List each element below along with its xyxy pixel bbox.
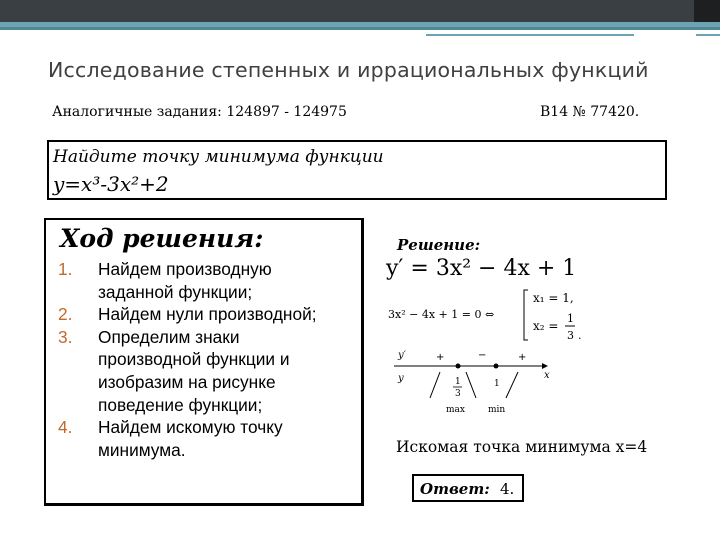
decrease-arrow [466, 372, 476, 398]
answer-box [412, 474, 524, 502]
top-banner [0, 0, 720, 22]
increase-arrow-1 [430, 372, 440, 398]
increase-arrow-2 [506, 372, 518, 398]
task-number: B14 № 77420. [540, 104, 640, 120]
list-item-text: Найдем искомую точку [98, 417, 283, 438]
accent-bar-shadow [0, 27, 720, 30]
x-label: x [544, 370, 550, 381]
list-item-text: Определим знаки [98, 326, 240, 347]
steps-title: Ход решения: [60, 224, 264, 253]
critical-point-1 [456, 364, 461, 369]
derivative-formula: y′ = 3x² − 4x + 1 [386, 256, 577, 281]
list-item-text: производной функции и [98, 349, 290, 370]
solution-label: Решение: [397, 236, 481, 254]
svg-text:.: . [578, 329, 582, 342]
root-1: x₁ = 1, [533, 291, 574, 305]
list-item-text: Найдем нули производной; [98, 304, 317, 325]
y-label: y [398, 373, 404, 384]
critical-point-2 [494, 364, 499, 369]
list-item-text: заданной функции; [98, 281, 253, 302]
root-2-denominator: 3 [567, 329, 574, 342]
task-box [47, 140, 667, 200]
list-item [52, 303, 358, 326]
slide-title: Исследование степенных и иррациональных функций [48, 58, 649, 82]
yprime-label: y′ [398, 350, 406, 361]
top-banner-dark [0, 0, 720, 22]
top-banner-corner [694, 0, 720, 22]
list-item [52, 416, 358, 461]
task-text: Найдите точку минимума функции [53, 147, 384, 167]
solution-steps-box [44, 218, 364, 506]
point-1-denominator: 3 [455, 389, 461, 399]
root-2-numerator: 1 [567, 312, 574, 325]
list-item-text: Найдем производную [98, 259, 272, 279]
sign-diagram [392, 346, 562, 418]
task-function: y=x³-3x²+2 [53, 172, 169, 196]
sign-1: + [436, 352, 445, 363]
answer-value: 4. [500, 480, 515, 498]
list-item [52, 258, 358, 303]
quadratic-equation: 3x² − 4x + 1 = 0 ⇔ [388, 308, 495, 321]
min-label: min [488, 405, 506, 415]
list-item-number: 4. [58, 417, 73, 438]
list-item [52, 326, 358, 416]
list-item-text: минимума. [98, 439, 186, 460]
steps-list [52, 258, 358, 461]
sign-2: − [478, 350, 487, 361]
axis-arrow [542, 363, 548, 369]
max-label: max [446, 405, 465, 415]
list-item-number: 1. [58, 259, 73, 279]
answer-label: Ответ: [420, 480, 490, 498]
analog-tasks: Аналогичные задания: 124897 - 124975 [52, 104, 347, 120]
root-2-label: x₂ = [533, 319, 559, 333]
result-text: Искомая точка минимума x=4 [396, 438, 648, 456]
point-1-numerator: 1 [455, 377, 461, 387]
accent-line-right [696, 34, 720, 36]
roots-formula [386, 284, 606, 344]
list-item-text: поведение функции; [98, 394, 263, 415]
point-2-label: 1 [494, 379, 500, 389]
accent-line [426, 34, 634, 36]
list-item-text: изобразим на рисунке [98, 371, 276, 392]
list-item-number: 3. [58, 326, 73, 347]
system-bracket [524, 290, 528, 340]
sign-3: + [518, 352, 527, 363]
list-item-number: 2. [58, 304, 73, 325]
